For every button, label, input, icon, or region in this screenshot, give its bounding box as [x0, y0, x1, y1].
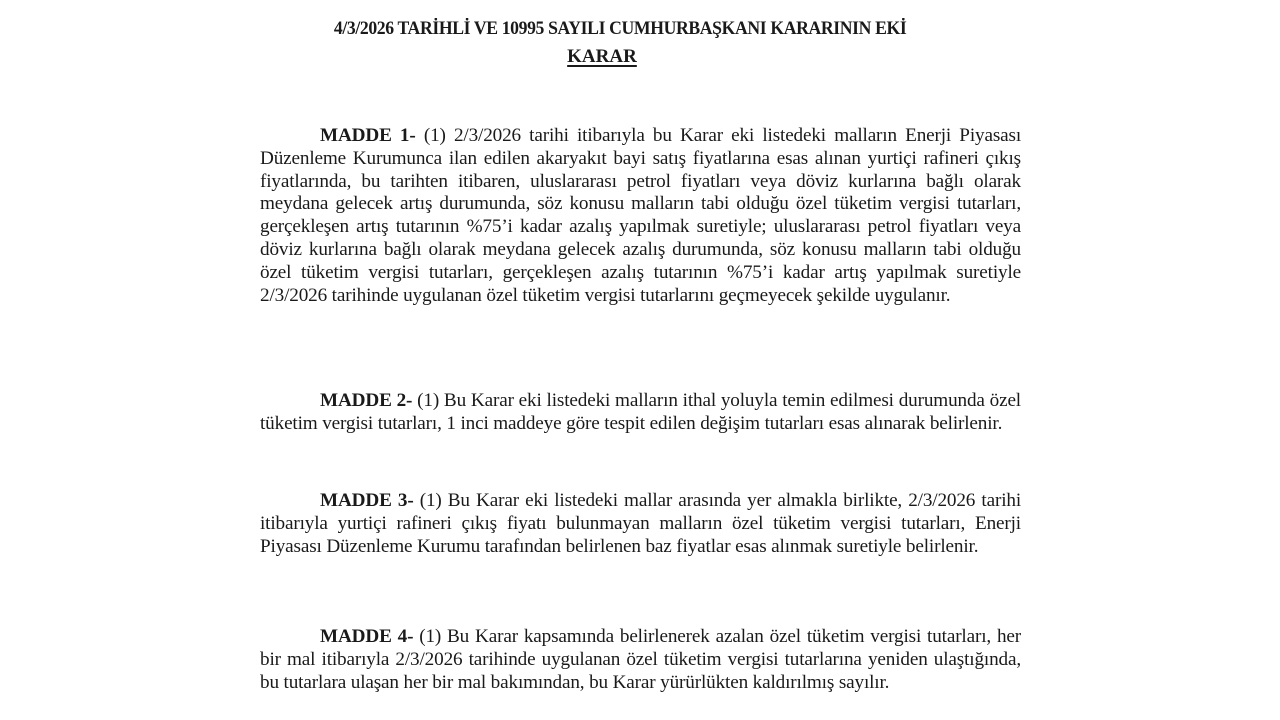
article-paragraph [260, 125, 1021, 307]
document-subtitle [0, 45, 1204, 69]
article-text: (1) 2/3/2026 tarihi itibarıyla bu Karar eki listedeki malların Enerji Piyasası Düzenleme Kurumunca ilan edilen akaryakıt bayi satış fiyatlarına esas alınan yurtiçi rafineri çıkış fiyatlarında, bu tarihten itibaren, uluslararası petrol fiyatları veya döviz kurlarına bağlı olarak meydana gelecek artış durumunda, söz konusu malların tabi olduğu özel tüketim vergisi tutarları, gerçekleşen artış tutarının %75’i kadar azalış yapılmak suretiyle; uluslararası petrol fiyatları veya döviz kurlarına bağlı olarak meydana gelecek azalış durumunda, söz konusu malların tabi olduğu özel tüketim vergisi tutarları, gerçekleşen azalış tutarının %75’i kadar artış yapılmak suretiyle 2/3/2026 tarihinde uygulanan özel tüketim vergisi tutarlarını geçmeyecek şekilde uygulanır. [260, 125, 1021, 306]
article-text: (1) Bu Karar kapsamında belirlenerek azalan özel tüketim vergisi tutarları, her bir mal itibarıyla 2/3/2026 tarihinde uygulanan özel tüketim vergisi tutarlarına yeniden ulaştığında, bu tutarlara ulaşan her bir mal bakımından, bu Karar yürürlükten kaldırılmış sayılır. [260, 626, 1021, 693]
article-paragraph [260, 626, 1021, 694]
article-3 [260, 490, 1021, 558]
article-4 [260, 626, 1021, 694]
article-heading: MADDE 4- [320, 626, 414, 647]
document-subtitle-text: KARAR [567, 46, 637, 67]
article-paragraph [260, 390, 1021, 436]
article-1 [260, 125, 1021, 307]
article-text: (1) Bu Karar eki listedeki mallar arasında yer almakla birlikte, 2/3/2026 tarihi itibarıyla yurtiçi rafineri çıkış fiyatı bulunmayan malların özel tüketim vergisi tutarları, Enerji Piyasası Düzenleme Kurumu tarafından belirlenen baz fiyatlar esas alınmak suretiyle belirlenir. [260, 490, 1021, 557]
article-text: (1) Bu Karar eki listedeki malların ithal yoluyla temin edilmesi durumunda özel tüketim vergisi tutarları, 1 inci maddeye göre tespit edilen değişim tutarları esas alınarak belirlenir. [260, 390, 1021, 434]
article-heading: MADDE 1- [320, 125, 416, 146]
article-2 [260, 390, 1021, 436]
article-paragraph [260, 490, 1021, 558]
document-title: 4/3/2026 TARİHLİ VE 10995 SAYILI CUMHURBAŞKANI KARARININ EKİ [333, 18, 907, 39]
article-heading: MADDE 3- [320, 490, 414, 511]
article-heading: MADDE 2- [320, 390, 413, 411]
